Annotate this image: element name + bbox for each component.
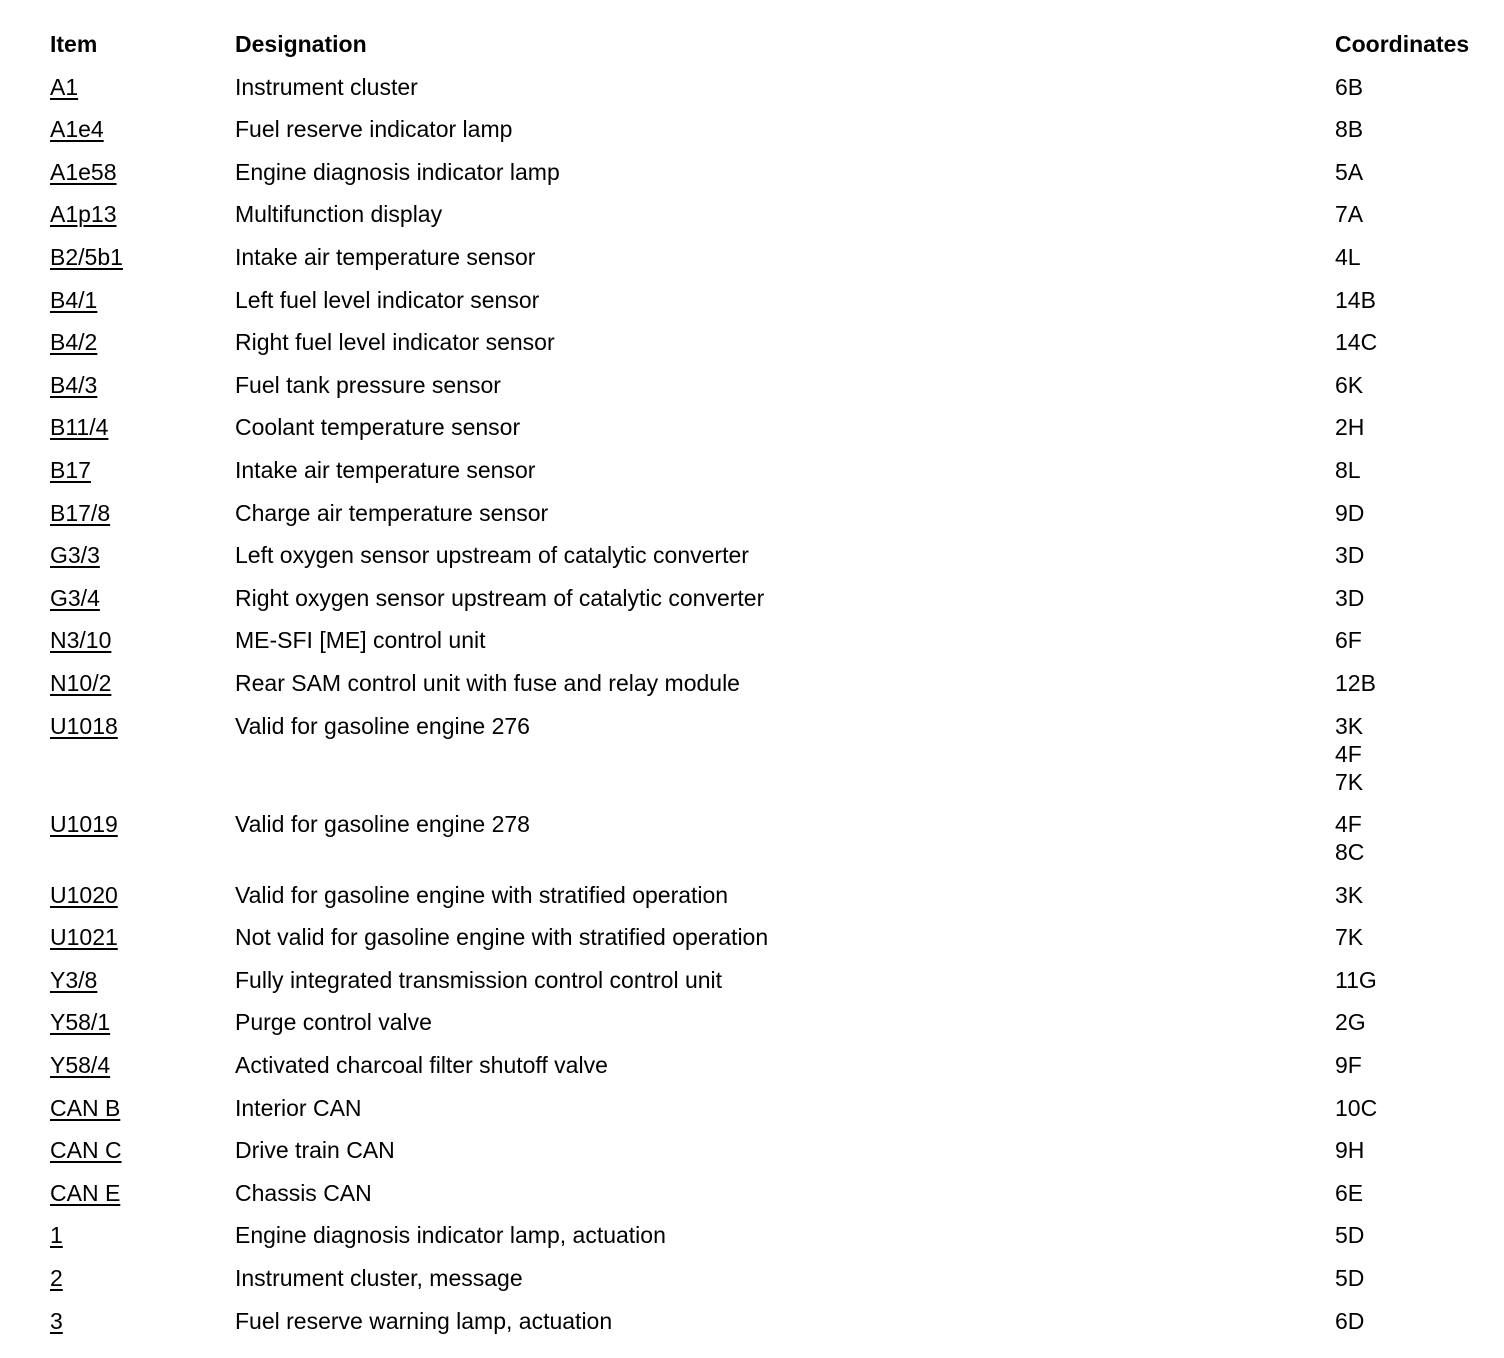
coordinates-cell — [1335, 1008, 1490, 1036]
table-row — [50, 1218, 1490, 1261]
table-row — [50, 709, 1490, 808]
item-cell — [50, 286, 235, 314]
coordinates-cell — [1335, 243, 1490, 271]
item-cell — [50, 1179, 235, 1207]
coordinates-cell — [1335, 1094, 1490, 1122]
coordinate-value: 6F — [1335, 627, 1362, 654]
designation-cell: Instrument cluster — [235, 73, 418, 100]
designation-cell: Drive train CAN — [235, 1137, 395, 1164]
table-row — [50, 325, 1490, 368]
item-cell — [50, 584, 235, 612]
item-column-header: Item — [50, 31, 98, 57]
coordinates-column-header: Coordinates — [1335, 31, 1470, 57]
designation-cell: Intake air temperature sensor — [235, 456, 536, 483]
item-link[interactable]: 3 — [50, 1307, 63, 1334]
table-row — [50, 1091, 1490, 1134]
item-cell — [50, 1221, 235, 1249]
coordinates-cell — [1335, 1264, 1490, 1292]
item-link[interactable]: Y58/1 — [50, 1009, 111, 1036]
item-cell — [50, 881, 235, 909]
item-link[interactable]: B4/2 — [50, 329, 98, 356]
designation-cell: Left fuel level indicator sensor — [235, 286, 540, 313]
item-cell — [50, 1136, 235, 1164]
coordinate-value: 3K — [1335, 712, 1364, 739]
table-row — [50, 963, 1490, 1006]
coordinate-value: 8C — [1335, 839, 1365, 866]
table-row — [50, 807, 1490, 878]
item-cell — [50, 1094, 235, 1122]
table-row — [50, 70, 1490, 113]
coordinates-cell — [1335, 881, 1490, 909]
coordinates-cell — [1335, 286, 1490, 314]
coordinates-cell — [1335, 626, 1490, 654]
item-cell — [50, 413, 235, 441]
coordinates-cell — [1335, 1307, 1490, 1335]
designation-cell: Fuel reserve indicator lamp — [235, 116, 513, 143]
item-link[interactable]: CAN E — [50, 1179, 121, 1206]
coordinates-cell — [1335, 456, 1490, 484]
coordinates-cell — [1335, 1221, 1490, 1249]
coordinate-value: 3K — [1335, 881, 1364, 908]
designation-cell: Purge control valve — [235, 1009, 432, 1036]
coordinate-value: 4F — [1335, 811, 1362, 838]
coordinates-cell — [1335, 584, 1490, 612]
designation-cell: Valid for gasoline engine 278 — [235, 811, 530, 838]
coordinate-value: 7A — [1335, 201, 1364, 228]
designation-cell: Valid for gasoline engine 276 — [235, 712, 530, 739]
item-cell — [50, 1264, 235, 1292]
coordinate-value: 9H — [1335, 1137, 1365, 1164]
coordinate-value: 4L — [1335, 243, 1361, 270]
coordinate-value: 5D — [1335, 1222, 1365, 1249]
table-row — [50, 1261, 1490, 1304]
legend-table — [50, 27, 1490, 1346]
coordinates-cell — [1335, 115, 1490, 143]
coordinate-value: 4F — [1335, 740, 1362, 767]
table-row — [50, 581, 1490, 624]
table-row — [50, 878, 1490, 921]
item-cell — [50, 810, 235, 838]
table-row — [50, 1133, 1490, 1176]
coordinates-cell — [1335, 712, 1490, 796]
item-link[interactable]: B17 — [50, 456, 91, 483]
item-link[interactable]: G3/3 — [50, 542, 100, 569]
item-link[interactable]: B17/8 — [50, 499, 111, 526]
item-cell — [50, 456, 235, 484]
designation-cell: Fully integrated transmission control control unit — [235, 966, 723, 993]
coordinate-value: 9D — [1335, 499, 1365, 526]
designation-cell: Multifunction display — [235, 201, 443, 228]
designation-cell: ME-SFI [ME] control unit — [235, 627, 486, 654]
coordinate-value: 14C — [1335, 329, 1378, 356]
item-link[interactable]: G3/4 — [50, 584, 100, 611]
item-cell — [50, 1008, 235, 1036]
item-link[interactable]: A1e58 — [50, 158, 117, 185]
designation-cell: Not valid for gasoline engine with stratified operation — [235, 924, 769, 951]
designation-cell: Engine diagnosis indicator lamp, actuation — [235, 1222, 666, 1249]
coordinate-value: 5A — [1335, 158, 1364, 185]
coordinates-cell — [1335, 541, 1490, 569]
table-row — [50, 240, 1490, 283]
item-cell — [50, 1051, 235, 1079]
item-cell — [50, 115, 235, 143]
coordinates-cell — [1335, 923, 1490, 951]
table-row — [50, 1304, 1490, 1347]
table-row — [50, 1005, 1490, 1048]
table-row — [50, 283, 1490, 326]
coordinates-cell — [1335, 669, 1490, 697]
item-cell — [50, 1307, 235, 1335]
item-cell — [50, 328, 235, 356]
table-row — [50, 496, 1490, 539]
designation-cell: Instrument cluster, message — [235, 1265, 523, 1292]
item-cell — [50, 712, 235, 740]
item-link[interactable]: A1e4 — [50, 116, 104, 143]
item-cell — [50, 499, 235, 527]
designation-column-header: Designation — [235, 31, 367, 57]
coordinate-value: 2H — [1335, 414, 1365, 441]
item-link[interactable]: N3/10 — [50, 627, 112, 654]
coordinate-value: 8L — [1335, 456, 1361, 483]
coordinate-value: 8B — [1335, 116, 1364, 143]
table-row — [50, 155, 1490, 198]
item-link[interactable]: B4/1 — [50, 286, 98, 313]
designation-cell: Activated charcoal filter shutoff valve — [235, 1052, 608, 1079]
designation-cell: Left oxygen sensor upstream of catalytic converter — [235, 542, 749, 569]
coordinates-cell — [1335, 73, 1490, 101]
coordinate-value: 3D — [1335, 584, 1365, 611]
item-cell — [50, 371, 235, 399]
coordinate-value: 6D — [1335, 1307, 1365, 1334]
item-link[interactable]: B4/3 — [50, 371, 98, 398]
table-body — [50, 70, 1490, 1347]
table-row — [50, 623, 1490, 666]
designation-cell: Charge air temperature sensor — [235, 499, 549, 526]
coordinates-cell — [1335, 1051, 1490, 1079]
table-row — [50, 410, 1490, 453]
item-link[interactable]: A1p13 — [50, 201, 117, 228]
coordinate-value: 7K — [1335, 768, 1364, 795]
coordinate-value: 14B — [1335, 286, 1376, 313]
coordinate-value: 12B — [1335, 669, 1376, 696]
item-cell — [50, 923, 235, 951]
item-link[interactable]: U1020 — [50, 881, 118, 908]
coordinates-cell — [1335, 499, 1490, 527]
table-row — [50, 112, 1490, 155]
item-cell — [50, 73, 235, 101]
table-row — [50, 538, 1490, 581]
designation-cell: Right fuel level indicator sensor — [235, 329, 555, 356]
coordinates-cell — [1335, 371, 1490, 399]
item-link[interactable]: 2 — [50, 1265, 63, 1292]
designation-cell: Chassis CAN — [235, 1179, 372, 1206]
coordinate-value: 3D — [1335, 542, 1365, 569]
coordinate-value: 11G — [1335, 966, 1377, 993]
coordinate-value: 2G — [1335, 1009, 1366, 1036]
item-cell — [50, 541, 235, 569]
coordinates-cell — [1335, 1179, 1490, 1207]
coordinates-cell — [1335, 328, 1490, 356]
item-link[interactable]: N10/2 — [50, 669, 112, 696]
designation-cell: Intake air temperature sensor — [235, 243, 536, 270]
coordinate-value: 6E — [1335, 1179, 1364, 1206]
table-row — [50, 368, 1490, 411]
item-cell — [50, 200, 235, 228]
item-cell — [50, 626, 235, 654]
item-link[interactable]: B11/4 — [50, 414, 109, 441]
coordinates-cell — [1335, 966, 1490, 994]
designation-cell: Fuel tank pressure sensor — [235, 371, 501, 398]
table-row — [50, 453, 1490, 496]
table-row — [50, 920, 1490, 963]
coordinate-value: 6B — [1335, 73, 1364, 100]
item-link[interactable]: B2/5b1 — [50, 243, 123, 270]
header-row — [50, 27, 1490, 70]
table-row — [50, 666, 1490, 709]
item-cell — [50, 243, 235, 271]
coordinate-value: 5D — [1335, 1265, 1365, 1292]
item-cell — [50, 966, 235, 994]
coordinate-value: 6K — [1335, 371, 1364, 398]
item-link[interactable]: Y3/8 — [50, 966, 98, 993]
designation-cell: Engine diagnosis indicator lamp — [235, 158, 560, 185]
coordinate-value: 9F — [1335, 1052, 1362, 1079]
table-row — [50, 197, 1490, 240]
item-cell — [50, 158, 235, 186]
item-link[interactable]: CAN B — [50, 1094, 121, 1121]
designation-cell: Valid for gasoline engine with stratified operation — [235, 881, 729, 908]
designation-cell: Rear SAM control unit with fuse and relay module — [235, 669, 740, 696]
item-cell — [50, 669, 235, 697]
designation-cell: Right oxygen sensor upstream of catalytic converter — [235, 584, 765, 611]
table-row — [50, 1048, 1490, 1091]
coordinate-value: 7K — [1335, 924, 1364, 951]
table-row — [50, 1176, 1490, 1219]
item-link[interactable]: 1 — [50, 1222, 63, 1249]
item-link[interactable]: U1019 — [50, 811, 118, 838]
item-link[interactable]: U1021 — [50, 924, 118, 951]
coordinate-value: 10C — [1335, 1094, 1378, 1121]
item-link[interactable]: Y58/4 — [50, 1052, 111, 1079]
item-link[interactable]: U1018 — [50, 712, 118, 739]
coordinates-cell — [1335, 810, 1490, 866]
designation-cell: Interior CAN — [235, 1094, 362, 1121]
designation-cell: Coolant temperature sensor — [235, 414, 521, 441]
item-link[interactable]: CAN C — [50, 1137, 122, 1164]
coordinates-cell — [1335, 413, 1490, 441]
coordinates-cell — [1335, 158, 1490, 186]
coordinates-cell — [1335, 200, 1490, 228]
item-link[interactable]: A1 — [50, 73, 79, 100]
designation-cell: Fuel reserve warning lamp, actuation — [235, 1307, 613, 1334]
coordinates-cell — [1335, 1136, 1490, 1164]
